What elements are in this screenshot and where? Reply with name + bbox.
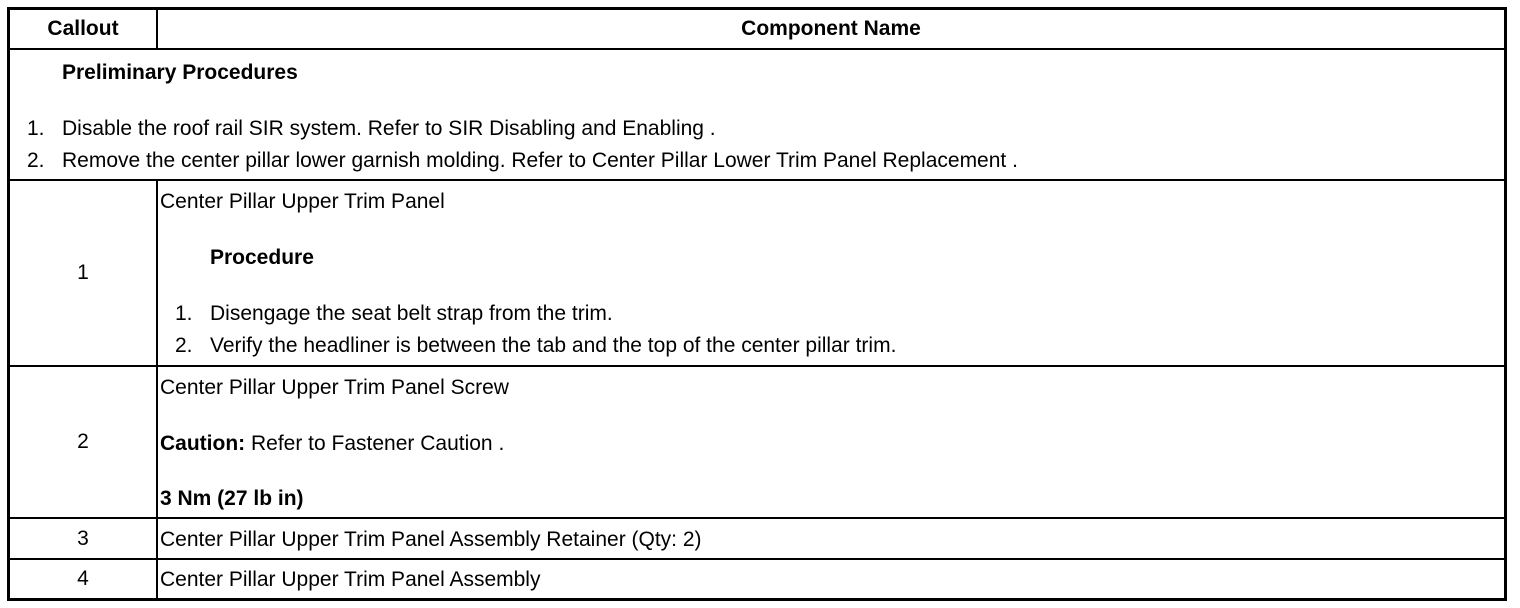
component-cell xyxy=(158,367,1504,517)
caution-text: Refer to Fastener Caution . xyxy=(245,432,505,455)
preliminary-step-number: 1. xyxy=(27,117,45,140)
callout-number: 1 xyxy=(10,181,158,365)
component-cell xyxy=(158,519,1504,558)
callout-number: 4 xyxy=(10,560,158,598)
table-row xyxy=(10,519,1504,560)
table-row xyxy=(10,367,1504,519)
torque-spec: 3 Nm (27 lb in) xyxy=(160,487,304,510)
header-callout: Callout xyxy=(10,10,158,48)
component-name: Center Pillar Upper Trim Panel Screw xyxy=(160,376,509,399)
component-name: Center Pillar Upper Trim Panel Assembly xyxy=(160,568,541,591)
caution-line xyxy=(160,432,504,456)
preliminary-heading: Preliminary Procedures xyxy=(62,61,298,84)
component-name: Center Pillar Upper Trim Panel Assembly Retainer (Qty: 2) xyxy=(160,528,702,551)
callout-number: 3 xyxy=(10,519,158,558)
caution-label: Caution: xyxy=(160,432,246,455)
procedure-step-number: 1. xyxy=(175,302,193,325)
table-row xyxy=(10,560,1504,598)
procedure-heading: Procedure xyxy=(210,246,314,269)
component-table xyxy=(7,7,1507,601)
table-row xyxy=(10,181,1504,367)
procedure-step-text: Verify the headliner is between the tab and the top of the center pillar trim. xyxy=(210,334,897,357)
preliminary-step-number: 2. xyxy=(27,149,45,172)
preliminary-step-text: Remove the center pillar lower garnish molding. Refer to Center Pillar Lower Trim Panel Replacement . xyxy=(62,149,1018,172)
procedure-step-number: 2. xyxy=(175,334,193,357)
preliminary-procedures-row xyxy=(10,50,1504,181)
callout-number: 2 xyxy=(10,367,158,517)
preliminary-step-text: Disable the roof rail SIR system. Refer to SIR Disabling and Enabling . xyxy=(62,117,716,140)
table-header-row xyxy=(10,10,1504,50)
header-component-name: Component Name xyxy=(741,17,921,40)
component-cell xyxy=(158,560,1504,598)
component-cell xyxy=(158,181,1504,365)
procedure-step-text: Disengage the seat belt strap from the trim. xyxy=(210,302,613,325)
component-name: Center Pillar Upper Trim Panel xyxy=(160,190,445,213)
